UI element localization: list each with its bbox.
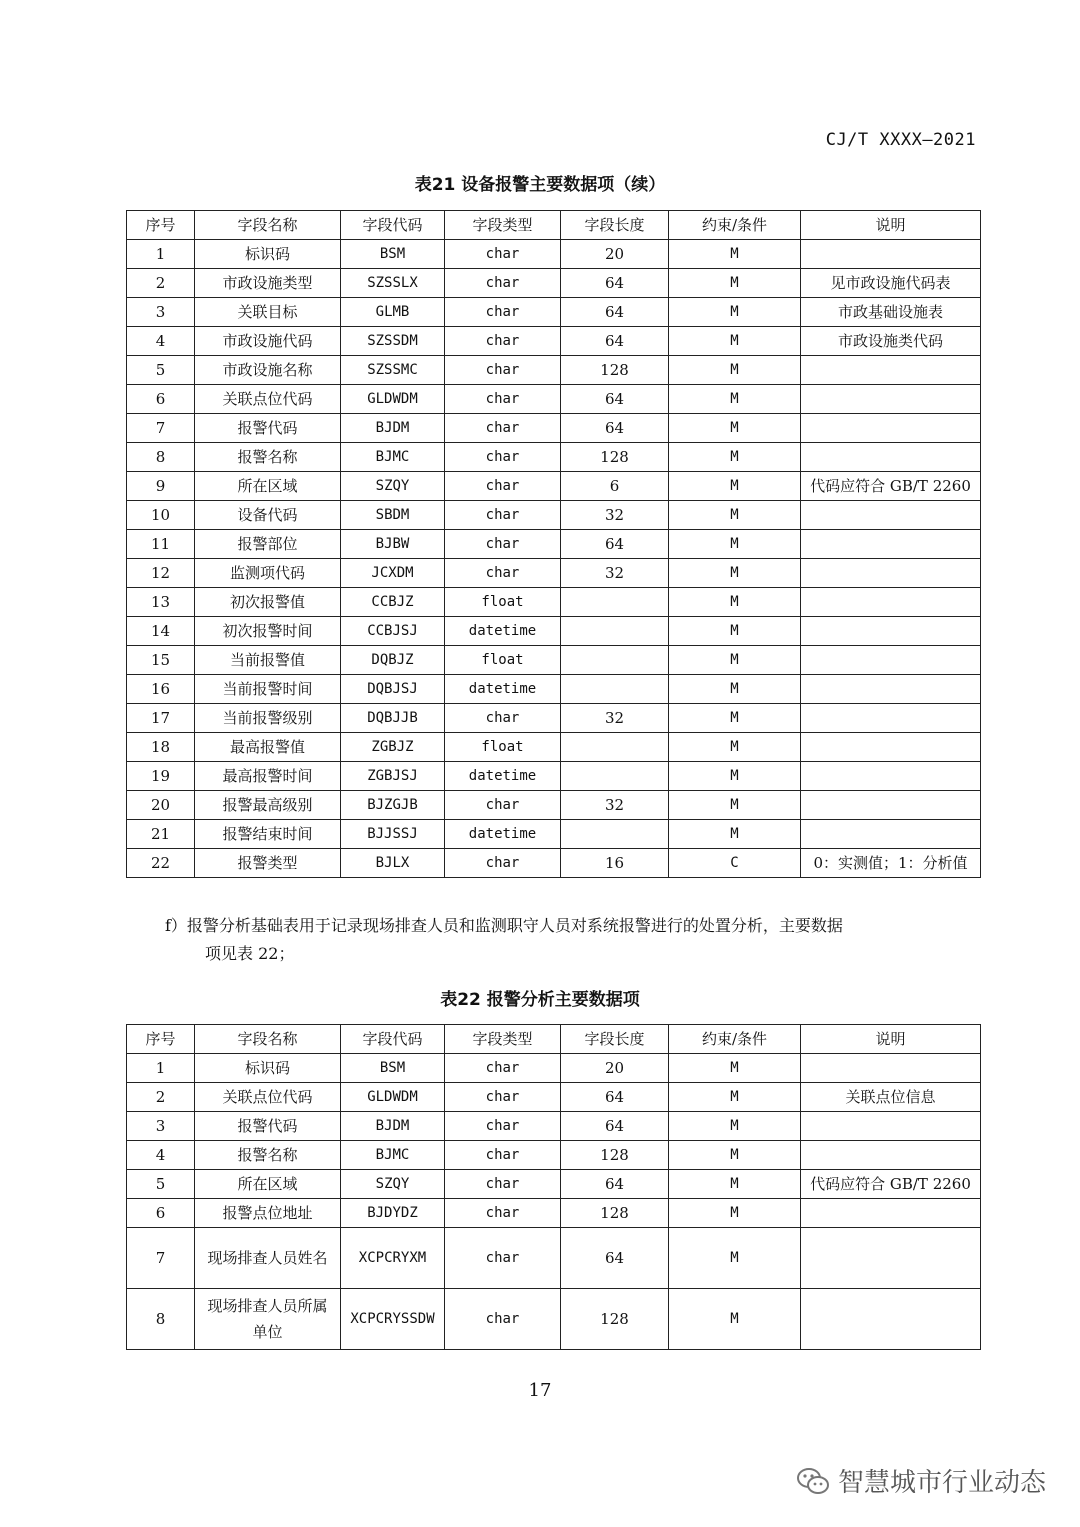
table-cell xyxy=(801,1054,981,1083)
table-row xyxy=(127,356,981,385)
table-cell: char xyxy=(445,791,561,820)
table-cell: BJDM xyxy=(341,414,445,443)
table-cell: char xyxy=(445,414,561,443)
table-cell xyxy=(561,675,669,704)
table-cell: 当前报警级别 xyxy=(195,704,341,733)
table-cell: 初次报警时间 xyxy=(195,617,341,646)
table-cell: BSM xyxy=(341,240,445,269)
table-cell: 32 xyxy=(561,791,669,820)
table-row xyxy=(127,559,981,588)
table-cell: 7 xyxy=(127,1228,195,1289)
table-cell: M xyxy=(669,327,801,356)
table-cell: 128 xyxy=(561,1141,669,1170)
table21-header-row xyxy=(127,211,981,240)
table-cell: 21 xyxy=(127,820,195,849)
table-cell: 关联目标 xyxy=(195,298,341,327)
table-row xyxy=(127,646,981,675)
table22-body xyxy=(127,1054,981,1350)
table-row xyxy=(127,1289,981,1350)
table-cell: 10 xyxy=(127,501,195,530)
table-cell: DQBJJB xyxy=(341,704,445,733)
table-cell: 17 xyxy=(127,704,195,733)
table-cell: 2 xyxy=(127,269,195,298)
table-row xyxy=(127,1112,981,1141)
table-cell xyxy=(801,501,981,530)
table-cell: SZSSMC xyxy=(341,356,445,385)
table-row xyxy=(127,791,981,820)
table-cell: char xyxy=(445,1228,561,1289)
table-cell: M xyxy=(669,733,801,762)
table-row xyxy=(127,443,981,472)
table-row xyxy=(127,1083,981,1112)
table-cell: BJMC xyxy=(341,1141,445,1170)
table-cell: char xyxy=(445,298,561,327)
table-cell: CCBJZ xyxy=(341,588,445,617)
table-cell: 64 xyxy=(561,414,669,443)
table-cell: 1 xyxy=(127,240,195,269)
table-row xyxy=(127,269,981,298)
table-cell: M xyxy=(669,646,801,675)
table-cell: DQBJZ xyxy=(341,646,445,675)
table-cell: 关联点位信息 xyxy=(801,1083,981,1112)
table21 xyxy=(126,210,981,878)
table-cell: float xyxy=(445,646,561,675)
column-header: 字段名称 xyxy=(195,211,341,240)
table-cell: C xyxy=(669,849,801,878)
table-cell xyxy=(801,1112,981,1141)
table-cell: char xyxy=(445,1083,561,1112)
table-cell: 当前报警时间 xyxy=(195,675,341,704)
table-cell: 标识码 xyxy=(195,240,341,269)
table-row xyxy=(127,820,981,849)
table-cell: M xyxy=(669,414,801,443)
column-header: 字段代码 xyxy=(341,211,445,240)
table-cell: M xyxy=(669,443,801,472)
table-cell xyxy=(801,240,981,269)
table-row xyxy=(127,501,981,530)
table-cell xyxy=(801,704,981,733)
table-cell: XCPCRYXM xyxy=(341,1228,445,1289)
table-cell xyxy=(801,559,981,588)
table-cell: 9 xyxy=(127,472,195,501)
table-cell: datetime xyxy=(445,762,561,791)
body-paragraph xyxy=(165,912,980,968)
table-cell: char xyxy=(445,849,561,878)
table-cell: M xyxy=(669,356,801,385)
table-cell: 8 xyxy=(127,1289,195,1350)
table-cell: M xyxy=(669,385,801,414)
table-cell: 报警类型 xyxy=(195,849,341,878)
table-cell: char xyxy=(445,443,561,472)
table-cell xyxy=(801,530,981,559)
table-cell: char xyxy=(445,1199,561,1228)
table-cell: datetime xyxy=(445,617,561,646)
table-cell: float xyxy=(445,733,561,762)
table-cell: 128 xyxy=(561,443,669,472)
table-cell: M xyxy=(669,298,801,327)
table-row xyxy=(127,530,981,559)
table-cell: 13 xyxy=(127,588,195,617)
table-row xyxy=(127,327,981,356)
table-cell: 22 xyxy=(127,849,195,878)
standard-number: CJ/T XXXX—2021 xyxy=(825,130,976,150)
table-cell: char xyxy=(445,472,561,501)
table-cell: 3 xyxy=(127,298,195,327)
table-cell: 报警代码 xyxy=(195,414,341,443)
table-cell: 11 xyxy=(127,530,195,559)
table-cell: M xyxy=(669,617,801,646)
table-cell: 64 xyxy=(561,1112,669,1141)
table22 xyxy=(126,1024,981,1350)
table-cell: ZGBJSJ xyxy=(341,762,445,791)
table-cell xyxy=(561,820,669,849)
column-header: 字段长度 xyxy=(561,1025,669,1054)
table-cell: 市政设施类型 xyxy=(195,269,341,298)
table-row xyxy=(127,675,981,704)
table-cell: SZQY xyxy=(341,472,445,501)
table-cell: 15 xyxy=(127,646,195,675)
column-header: 字段代码 xyxy=(341,1025,445,1054)
table-cell xyxy=(801,1289,981,1350)
table-cell: 64 xyxy=(561,327,669,356)
column-header: 字段类型 xyxy=(445,1025,561,1054)
table-cell: 18 xyxy=(127,733,195,762)
table-cell: 8 xyxy=(127,443,195,472)
table-cell: 市政基础设施表 xyxy=(801,298,981,327)
table-cell: M xyxy=(669,1083,801,1112)
table-cell: 市政设施名称 xyxy=(195,356,341,385)
table-cell: 2 xyxy=(127,1083,195,1112)
table-cell: 关联点位代码 xyxy=(195,1083,341,1112)
column-header: 序号 xyxy=(127,1025,195,1054)
table-cell: 关联点位代码 xyxy=(195,385,341,414)
table-cell xyxy=(561,646,669,675)
table-cell: M xyxy=(669,530,801,559)
table-cell: 128 xyxy=(561,356,669,385)
table-cell: GLDWDM xyxy=(341,1083,445,1112)
table-cell xyxy=(561,617,669,646)
table-cell: 20 xyxy=(561,1054,669,1083)
table-cell: 64 xyxy=(561,530,669,559)
table22-header-row xyxy=(127,1025,981,1054)
table-cell xyxy=(801,1141,981,1170)
table-cell: 报警最高级别 xyxy=(195,791,341,820)
table-cell: 报警名称 xyxy=(195,443,341,472)
table-cell: 6 xyxy=(127,385,195,414)
table-cell: char xyxy=(445,501,561,530)
table21-header xyxy=(127,211,981,240)
table-row xyxy=(127,849,981,878)
table-cell: 32 xyxy=(561,501,669,530)
table-cell: 代码应符合 GB/T 2260 xyxy=(801,1170,981,1199)
table-cell: 64 xyxy=(561,385,669,414)
table-cell xyxy=(561,588,669,617)
table-cell: M xyxy=(669,1289,801,1350)
table-cell xyxy=(801,385,981,414)
table-cell: M xyxy=(669,1170,801,1199)
table-cell: 0：实测值；1：分析值 xyxy=(801,849,981,878)
table-cell: 3 xyxy=(127,1112,195,1141)
table-cell: 32 xyxy=(561,559,669,588)
table-cell: 19 xyxy=(127,762,195,791)
table-cell: M xyxy=(669,1199,801,1228)
table-cell: char xyxy=(445,269,561,298)
table-cell: 最高报警时间 xyxy=(195,762,341,791)
table-row xyxy=(127,414,981,443)
table-cell xyxy=(801,1228,981,1289)
table-cell: M xyxy=(669,1054,801,1083)
table-cell: 1 xyxy=(127,1054,195,1083)
table-cell: 现场排查人员姓名 xyxy=(195,1228,341,1289)
table-cell: 报警结束时间 xyxy=(195,820,341,849)
table-cell: 设备代码 xyxy=(195,501,341,530)
table-cell: M xyxy=(669,820,801,849)
column-header: 约束/条件 xyxy=(669,1025,801,1054)
table-cell: 32 xyxy=(561,704,669,733)
table-cell: M xyxy=(669,240,801,269)
table-cell: 64 xyxy=(561,298,669,327)
table-cell: 初次报警值 xyxy=(195,588,341,617)
table-cell: char xyxy=(445,530,561,559)
table-cell: M xyxy=(669,269,801,298)
table-row xyxy=(127,472,981,501)
table-cell xyxy=(801,762,981,791)
table-cell: 128 xyxy=(561,1289,669,1350)
watermark-text: 智慧城市行业动态 xyxy=(837,1468,1046,1498)
table-cell: 监测项代码 xyxy=(195,559,341,588)
table-row xyxy=(127,1228,981,1289)
table-row xyxy=(127,1141,981,1170)
table-cell: GLDWDM xyxy=(341,385,445,414)
table-cell xyxy=(801,443,981,472)
table-row xyxy=(127,385,981,414)
table-row xyxy=(127,617,981,646)
table-row xyxy=(127,704,981,733)
table-row xyxy=(127,1199,981,1228)
table-cell: M xyxy=(669,472,801,501)
table-cell: CCBJSJ xyxy=(341,617,445,646)
table-cell xyxy=(801,414,981,443)
table-cell: M xyxy=(669,1141,801,1170)
table-cell: 标识码 xyxy=(195,1054,341,1083)
table-cell: char xyxy=(445,1054,561,1083)
table-row xyxy=(127,1054,981,1083)
table21-caption: 表21 设备报警主要数据项（续） xyxy=(414,175,666,195)
paragraph-line-2: 项见表 22； xyxy=(205,944,295,963)
table-cell: 14 xyxy=(127,617,195,646)
table21-body xyxy=(127,240,981,878)
table-cell: char xyxy=(445,356,561,385)
table-cell: SBDM xyxy=(341,501,445,530)
table-row xyxy=(127,298,981,327)
table-cell xyxy=(801,820,981,849)
table-cell: 现场排查人员所属单位 xyxy=(195,1289,341,1350)
table-cell: 64 xyxy=(561,1083,669,1112)
table-cell: M xyxy=(669,588,801,617)
column-header: 约束/条件 xyxy=(669,211,801,240)
table-cell xyxy=(801,733,981,762)
table-cell xyxy=(801,791,981,820)
table-cell: char xyxy=(445,559,561,588)
table-cell xyxy=(801,675,981,704)
table-cell: DQBJSJ xyxy=(341,675,445,704)
table-cell: 报警点位地址 xyxy=(195,1199,341,1228)
table-cell xyxy=(801,646,981,675)
table-cell: char xyxy=(445,1289,561,1350)
table-cell: BJBW xyxy=(341,530,445,559)
table-row xyxy=(127,1170,981,1199)
table-cell: BJJSSJ xyxy=(341,820,445,849)
table-cell: GLMB xyxy=(341,298,445,327)
table-cell: char xyxy=(445,385,561,414)
page-number: 17 xyxy=(528,1380,552,1401)
column-header: 字段名称 xyxy=(195,1025,341,1054)
table-cell: 7 xyxy=(127,414,195,443)
table-cell: 5 xyxy=(127,1170,195,1199)
column-header: 序号 xyxy=(127,211,195,240)
table-cell: 6 xyxy=(561,472,669,501)
table-cell: 最高报警值 xyxy=(195,733,341,762)
table-cell: 20 xyxy=(561,240,669,269)
table-cell: 5 xyxy=(127,356,195,385)
table-cell: 4 xyxy=(127,327,195,356)
table-cell: BJMC xyxy=(341,443,445,472)
table-cell: 4 xyxy=(127,1141,195,1170)
table-cell: 市政设施代码 xyxy=(195,327,341,356)
table-cell: 报警代码 xyxy=(195,1112,341,1141)
table-cell xyxy=(561,733,669,762)
table-cell: BSM xyxy=(341,1054,445,1083)
table-cell: 16 xyxy=(561,849,669,878)
table-cell: char xyxy=(445,704,561,733)
table-cell: 6 xyxy=(127,1199,195,1228)
table-cell: SZQY xyxy=(341,1170,445,1199)
paragraph-line-1: f）报警分析基础表用于记录现场排查人员和监测职守人员对系统报警进行的处置分析，主要数据 xyxy=(165,916,843,935)
column-header: 字段长度 xyxy=(561,211,669,240)
table-cell: 代码应符合 GB/T 2260 xyxy=(801,472,981,501)
table-cell: M xyxy=(669,501,801,530)
table-cell: char xyxy=(445,327,561,356)
table-row xyxy=(127,733,981,762)
table-cell xyxy=(801,617,981,646)
table-cell: 12 xyxy=(127,559,195,588)
table-cell: char xyxy=(445,1141,561,1170)
table-cell: 市政设施类代码 xyxy=(801,327,981,356)
column-header: 说明 xyxy=(801,211,981,240)
table-row xyxy=(127,588,981,617)
table-cell: char xyxy=(445,1112,561,1141)
table-row xyxy=(127,240,981,269)
table-cell: 64 xyxy=(561,1170,669,1199)
table-cell: 64 xyxy=(561,269,669,298)
table-cell: BJLX xyxy=(341,849,445,878)
table-cell: M xyxy=(669,559,801,588)
table-cell: SZSSDM xyxy=(341,327,445,356)
table-cell: ZGBJZ xyxy=(341,733,445,762)
table-cell xyxy=(801,356,981,385)
table-cell: M xyxy=(669,762,801,791)
table-cell: BJZGJB xyxy=(341,791,445,820)
table-cell: M xyxy=(669,1228,801,1289)
table-cell: M xyxy=(669,704,801,733)
table-cell: float xyxy=(445,588,561,617)
table-row xyxy=(127,762,981,791)
table-cell: BJDM xyxy=(341,1112,445,1141)
table-cell: 报警部位 xyxy=(195,530,341,559)
table-cell: BJDYDZ xyxy=(341,1199,445,1228)
table-cell xyxy=(561,762,669,791)
table-cell: 所在区域 xyxy=(195,1170,341,1199)
table-cell: char xyxy=(445,1170,561,1199)
table-cell: JCXDM xyxy=(341,559,445,588)
table-cell: 所在区域 xyxy=(195,472,341,501)
table-cell xyxy=(801,588,981,617)
table-cell: XCPCRYSSDW xyxy=(341,1289,445,1350)
table-cell: 见市政设施代码表 xyxy=(801,269,981,298)
table-cell: M xyxy=(669,675,801,704)
table-cell: M xyxy=(669,1112,801,1141)
table-cell xyxy=(801,1199,981,1228)
table-cell: M xyxy=(669,791,801,820)
table-cell: 当前报警值 xyxy=(195,646,341,675)
table-cell: 64 xyxy=(561,1228,669,1289)
column-header: 字段类型 xyxy=(445,211,561,240)
table-cell: 报警名称 xyxy=(195,1141,341,1170)
table-cell: 20 xyxy=(127,791,195,820)
watermark xyxy=(796,1462,1046,1499)
table-cell: SZSSLX xyxy=(341,269,445,298)
column-header: 说明 xyxy=(801,1025,981,1054)
table-cell: 128 xyxy=(561,1199,669,1228)
table-cell: 16 xyxy=(127,675,195,704)
table-cell: char xyxy=(445,240,561,269)
table-cell: datetime xyxy=(445,820,561,849)
wechat-icon xyxy=(796,1466,830,1496)
table22-caption: 表22 报警分析主要数据项 xyxy=(440,990,640,1010)
table-cell: datetime xyxy=(445,675,561,704)
table22-header xyxy=(127,1025,981,1054)
